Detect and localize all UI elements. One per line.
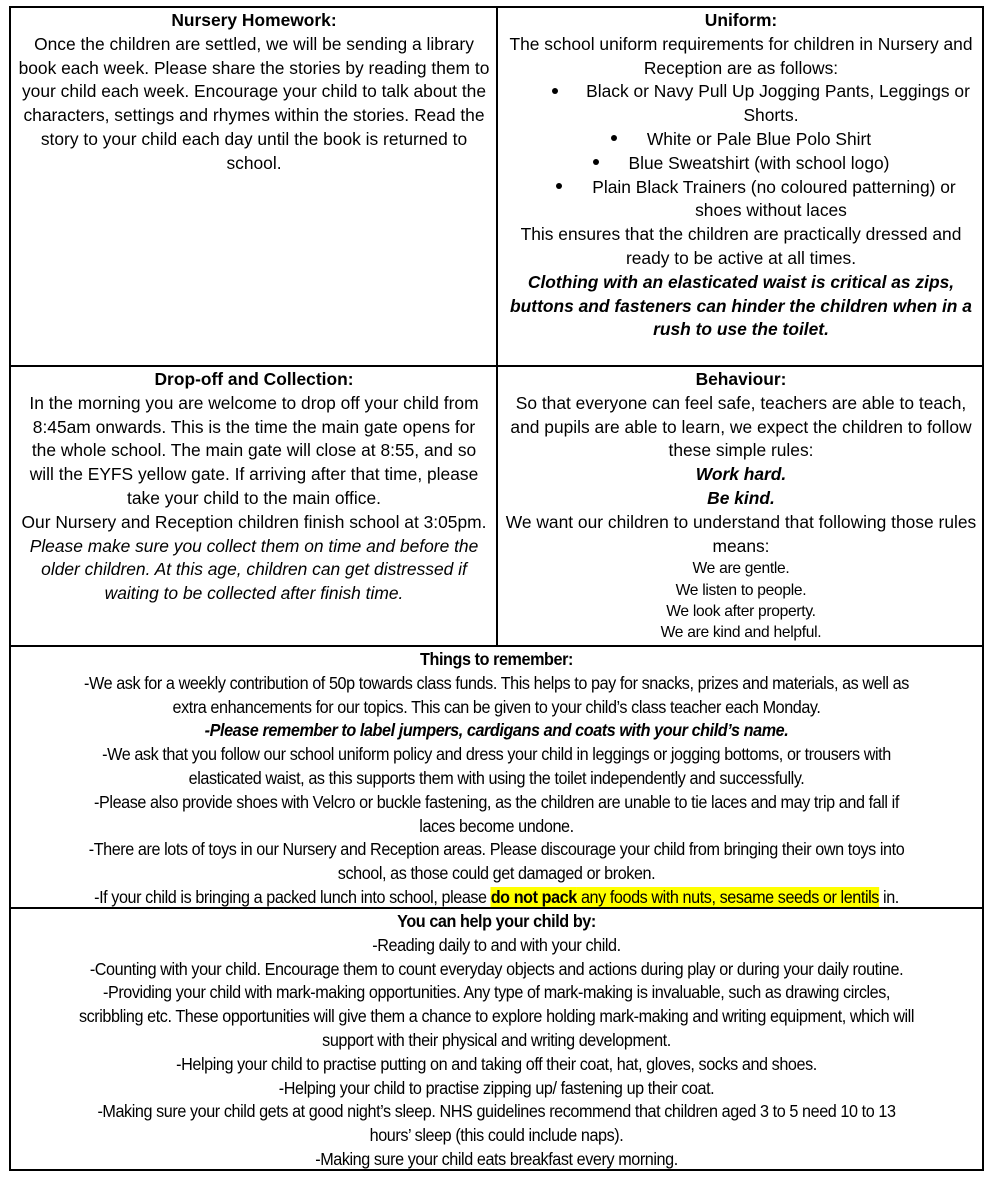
text-line: extra enhancements for our topics. This can be given to your child’s class teacher each Monday. xyxy=(172,696,821,717)
text-line: -Counting with your child. Encourage them to count everyday objects and actions during play or during your daily routine. xyxy=(89,958,904,979)
text-line: your child each week. Encourage your child to talk about the xyxy=(21,81,487,102)
italic-line: waiting to be collected after finish time. xyxy=(104,583,404,604)
bullet-icon xyxy=(556,183,562,189)
things-to-remember-title: Things to remember: xyxy=(420,649,573,669)
things-to-remember-cell xyxy=(11,647,982,907)
text-line: ready to be active at all times. xyxy=(625,247,857,268)
uniform-title: Uniform: xyxy=(704,10,778,30)
italic-line: older children. At this age, children can get distressed if xyxy=(41,559,467,580)
lunch-line: -If your child is bringing a packed lunch into school, please do not pack any foods with nuts, sesame seeds or lentils in. xyxy=(94,886,899,907)
text-line: -Providing your child with mark-making opportunities. Any type of mark-making is invaluable, such as drawing circles, xyxy=(102,982,891,1003)
drop-off-title: Drop-off and Collection: xyxy=(154,369,354,389)
text-line: the whole school. The main gate will close at 8:55, and so xyxy=(31,440,477,461)
text-line: The school uniform requirements for children in Nursery and xyxy=(509,33,973,54)
help-child-title: You can help your child by: xyxy=(397,911,596,931)
text-line: This ensures that the children are practically dressed and xyxy=(520,224,962,245)
text-line: So that everyone can feel safe, teachers are able to teach, xyxy=(515,392,967,413)
text-line: In the morning you are welcome to drop off your child from xyxy=(29,392,479,413)
text-line: 8:45am onwards. This is the time the main gate opens for xyxy=(32,416,476,437)
uniform-list-item: White or Pale Blue Polo Shirt xyxy=(498,128,984,152)
text-line: take your child to the main office. xyxy=(127,487,381,508)
text-line: Our Nursery and Reception children finish school at 3:05pm. xyxy=(21,511,487,532)
meaning-line: We are kind and helpful. xyxy=(660,624,822,642)
text-line: Shorts. xyxy=(743,105,799,126)
highlighted-warning: any foods with nuts, sesame seeds or lentils xyxy=(576,886,879,907)
rule-line: Work hard. xyxy=(695,464,787,485)
meaning-line: We are gentle. xyxy=(692,560,790,578)
emphasis-line: buttons and fasteners can hinder the children when in a xyxy=(510,295,972,316)
text-line: Once the children are settled, we will be sending a library xyxy=(34,33,474,54)
text-line: -We ask that you follow our school uniform policy and dress your child in leggings or jogging bottoms, or trousers with xyxy=(102,744,891,765)
emphasis-line: rush to use the toilet. xyxy=(653,319,829,340)
bullet-icon xyxy=(611,135,617,141)
text-line: support with their physical and writing development. xyxy=(322,1029,671,1050)
text-line: means: xyxy=(712,535,770,556)
uniform-cell xyxy=(498,8,984,365)
italic-line: Please make sure you collect them on time and before the xyxy=(29,535,479,556)
text-line: will the EYFS yellow gate. If arriving after that time, please xyxy=(29,464,479,485)
text-line: -We ask for a weekly contribution of 50p towards class funds. This helps to pay for snacks, prizes and materials, as well as xyxy=(84,672,909,693)
uniform-list-item: Black or Navy Pull Up Jogging Pants, Leggings or xyxy=(498,80,984,104)
highlighted-warning-bold: do not pack xyxy=(490,886,577,907)
text-line: -Helping your child to practise zipping up/ fastening up their coat. xyxy=(278,1077,715,1098)
help-child-cell xyxy=(11,909,982,1171)
text-line: scribbling etc. These opportunities will give them a chance to explore holding mark-making and writing equipment, which will xyxy=(78,1006,915,1027)
emphasis-line: -Please remember to label jumpers, cardigans and coats with your child’s name. xyxy=(204,720,789,741)
behaviour-cell xyxy=(498,367,984,645)
nursery-homework-cell xyxy=(11,8,497,365)
text-line: -Making sure your child gets at good night’s sleep. NHS guidelines recommend that children aged 3 to 5 need 10 to 13 xyxy=(97,1101,896,1122)
behaviour-title: Behaviour: xyxy=(695,369,787,389)
text-line: hours’ sleep (this could include naps). xyxy=(369,1125,624,1146)
text-line: -Please also provide shoes with Velcro or buckle fastening, as the children are unable to tie laces and may trip and fall if xyxy=(94,791,899,812)
text-line: -Making sure your child eats breakfast every morning. xyxy=(315,1148,678,1169)
uniform-list-item: Plain Black Trainers (no coloured patterning) or xyxy=(498,176,984,200)
uniform-list-item: Blue Sweatshirt (with school logo) xyxy=(498,152,984,176)
bullet-icon xyxy=(593,159,599,165)
emphasis-line: Clothing with an elasticated waist is critical as zips, xyxy=(527,271,955,292)
text-line: laces become undone. xyxy=(419,815,574,836)
meaning-line: We listen to people. xyxy=(675,581,807,599)
nursery-homework-title: Nursery Homework: xyxy=(171,10,337,30)
text-line: these simple rules: xyxy=(668,440,814,461)
text-line: -Reading daily to and with your child. xyxy=(372,934,621,955)
info-table xyxy=(9,6,984,1171)
text-line: elasticated waist, as this supports them with using the toilet independently and successfully. xyxy=(188,767,805,788)
text-line: shoes without laces xyxy=(695,200,847,221)
text-line: school. xyxy=(226,152,282,173)
text-line: -There are lots of toys in our Nursery and Reception areas. Please discourage your child from bringing their own toys into xyxy=(88,839,905,860)
text-line: and pupils are able to learn, we expect the children to follow xyxy=(510,416,972,437)
text-line: story to your child each day until the book is returned to xyxy=(40,128,468,149)
drop-off-cell xyxy=(11,367,497,645)
text-line: We want our children to understand that following those rules xyxy=(505,511,977,532)
text-line: school, as those could get damaged or broken. xyxy=(337,863,656,884)
text-line: -Helping your child to practise putting on and taking off their coat, hat, gloves, socks and shoes. xyxy=(176,1053,817,1074)
text-line: characters, settings and rhymes within the stories. Read the xyxy=(23,105,485,126)
rule-line: Be kind. xyxy=(707,487,775,508)
text-line: book each week. Please share the stories by reading them to xyxy=(18,57,490,78)
text-line: Reception are as follows: xyxy=(643,57,839,78)
meaning-line: We look after property. xyxy=(666,602,816,620)
bullet-icon xyxy=(552,88,558,94)
